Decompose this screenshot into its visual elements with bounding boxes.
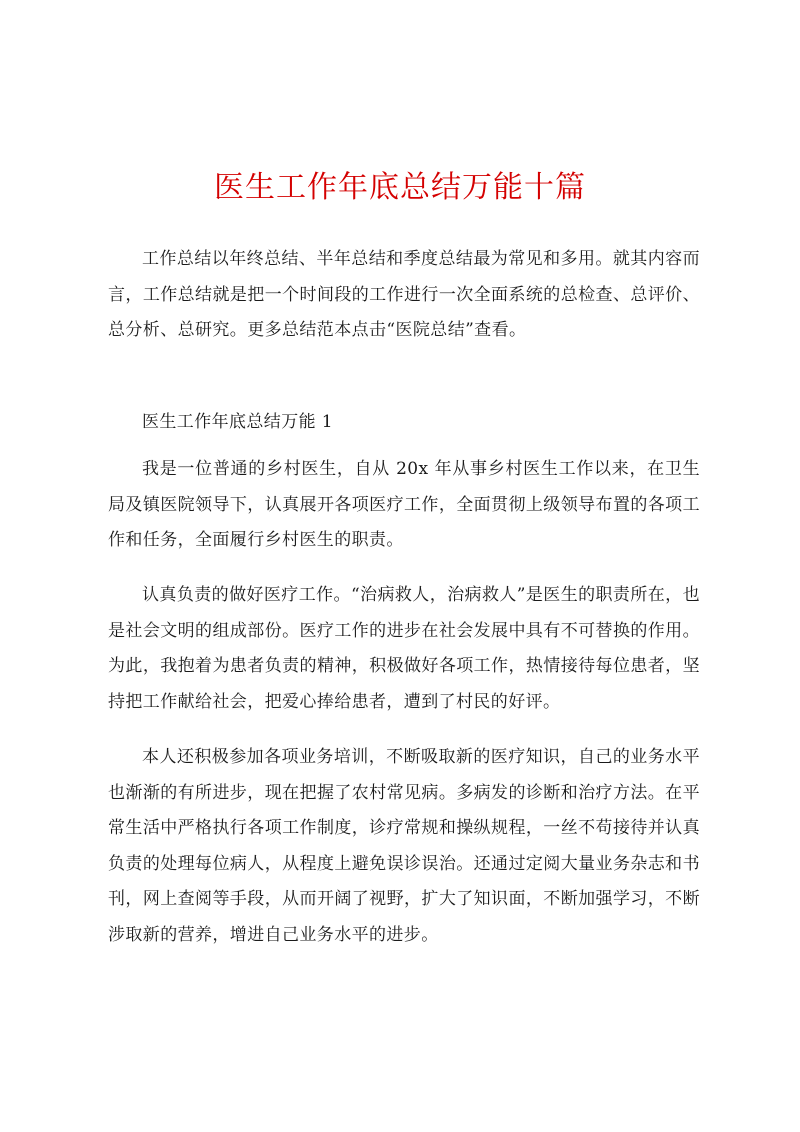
document-title: 医生工作年底总结万能十篇 <box>214 170 586 205</box>
body-paragraph-1: 我是一位普通的乡村医生，自从 20x 年从事乡村医生工作以来，在卫生局及镇医院领导下，认真展开各项医疗工作，全面贯彻上级领导布置的各项工作和任务，全面履行乡村医生的职责。 <box>108 459 700 550</box>
body-paragraph-2: 认真负责的做好医疗工作。“治病救人，治病救人”是医生的职责所在，也是社会文明的组成部份。医疗工作的进步在社会发展中具有不可替换的作用。为此，我抱着为患者负责的精神，积极做好各项工作，热情接待每位患者，坚持把工作献给社会，把爱心捧给患者，遭到了村民的好评。 <box>108 585 700 712</box>
intro-paragraph: 工作总结以年终总结、半年总结和季度总结最为常见和多用。就其内容而言，工作总结就是把一个时间段的工作进行一次全面系统的总检查、总评价、总分析、总研究。更多总结范本点击“医院总结”查看。 <box>108 249 700 340</box>
section-heading: 医生工作年底总结万能 1 <box>142 412 334 432</box>
body-paragraph-3: 本人还积极参加各项业务培训，不断吸取新的医疗知识，自己的业务水平也渐渐的有所进步，现在把握了农村常见病。多病发的诊断和治疗方法。在平常生活中严格执行各项工作制度，诊疗常规和操纵规程，一丝不苟接待并认真负责的处理每位病人，从程度上避免误诊误治。还通过定阅大量业务杂志和书刊，网上查阅等手段，从而开阔了视野，扩大了知识面，不断加强学习，不断涉取新的营养，增进自己业务水平的进步。 <box>108 747 700 945</box>
